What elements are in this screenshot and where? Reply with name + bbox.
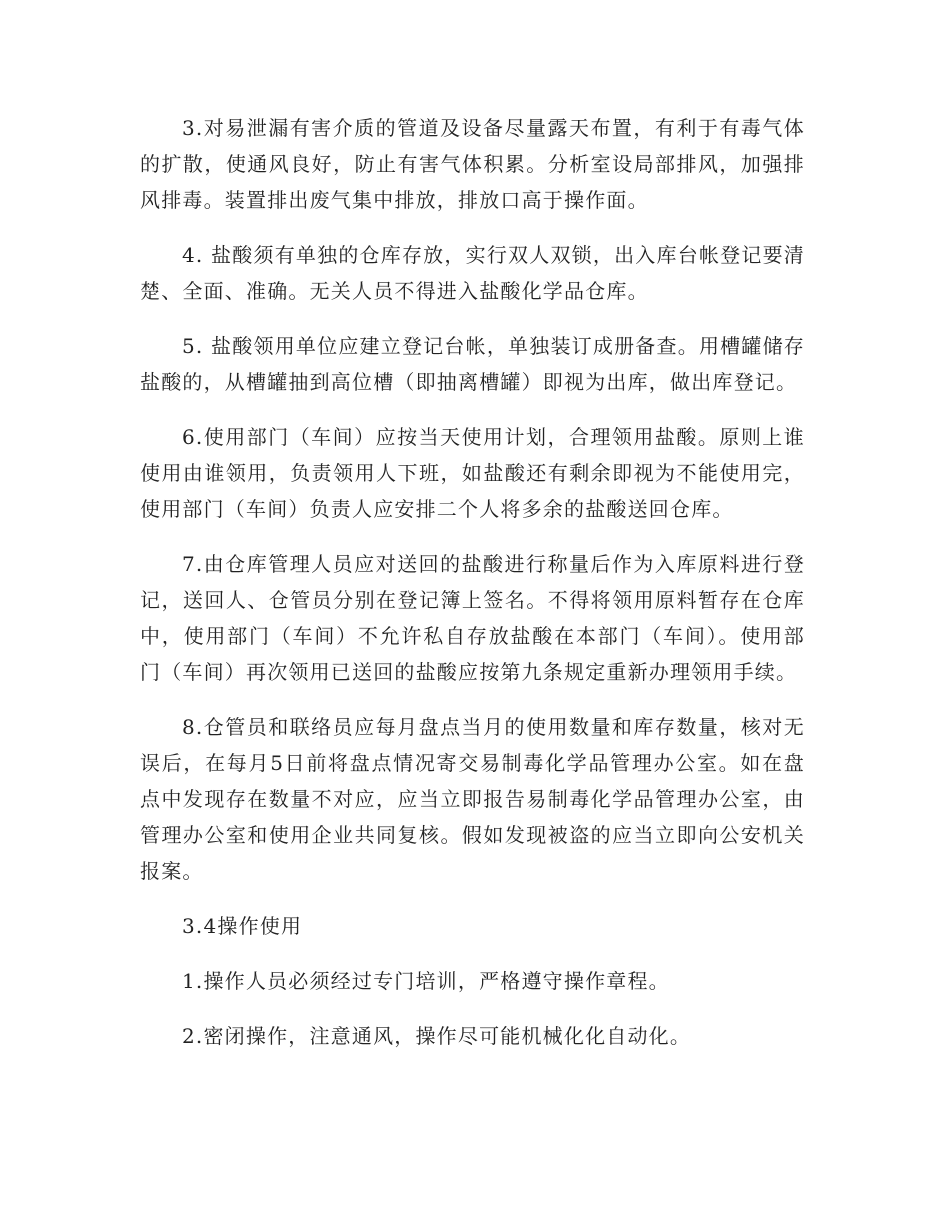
paragraph-closed-operation: 2.密闭操作，注意通风，操作尽可能机械化化自动化。 [182, 1024, 692, 1048]
paragraph-ventilation: 3.对易泄漏有害介质的管道及设备尽量露天布置，有利于有毒气体的扩散，使通风良好，防止有害气体积累。分析室设局部排风，加强排风排毒。装置排出废气集中排放，排放口高于操作面。 [140, 116, 805, 212]
paragraph-usage-plan: 6.使用部门（车间）应按当天使用计划，合理领用盐酸。原则上谁使用由谁领用，负责领用人下班，如盐酸还有剩余即视为不能使用完，使用部门（车间）负责人应安排二个人将多余的盐酸送回仓库。 [140, 425, 805, 521]
paragraph-monthly-inventory: 8.仓管员和联络员应每月盘点当月的使用数量和库存数量，核对无误后，在每月5日前将盘点情况寄交易制毒化学品管理办公室。如在盘点中发现存在数量不对应，应当立即报告易制毒化学品管理办公室，由管理办公室和使用企业共同复核。假如发现被盗的应当立即向公安机关报案。 [140, 715, 805, 883]
section-heading-operation: 3.4操作使用 [182, 914, 303, 938]
document-page [140, 110, 805, 1073]
paragraph-training: 1.操作人员必须经过专门培训，严格遵守操作章程。 [182, 969, 670, 993]
paragraph-ledger: 5. 盐酸领用单位应建立登记台帐，单独装订成册备查。用槽罐储存盐酸的，从槽罐抽到高位槽（即抽离槽罐）即视为出库，做出库登记。 [140, 334, 805, 394]
paragraph-storage: 4. 盐酸须有单独的仓库存放，实行双人双锁，出入库台帐登记要清楚、全面、准确。无关人员不得进入盐酸化学品仓库。 [140, 243, 805, 303]
paragraph-return-weighing: 7.由仓库管理人员应对送回的盐酸进行称量后作为入库原料进行登记，送回人、仓管员分别在登记簿上签名。不得将领用原料暂存在仓库中，使用部门（车间）不允许私自存放盐酸在本部门（车间）。使用部门（车间）再次领用已送回的盐酸应按第九条规定重新办理领用手续。 [140, 552, 805, 684]
